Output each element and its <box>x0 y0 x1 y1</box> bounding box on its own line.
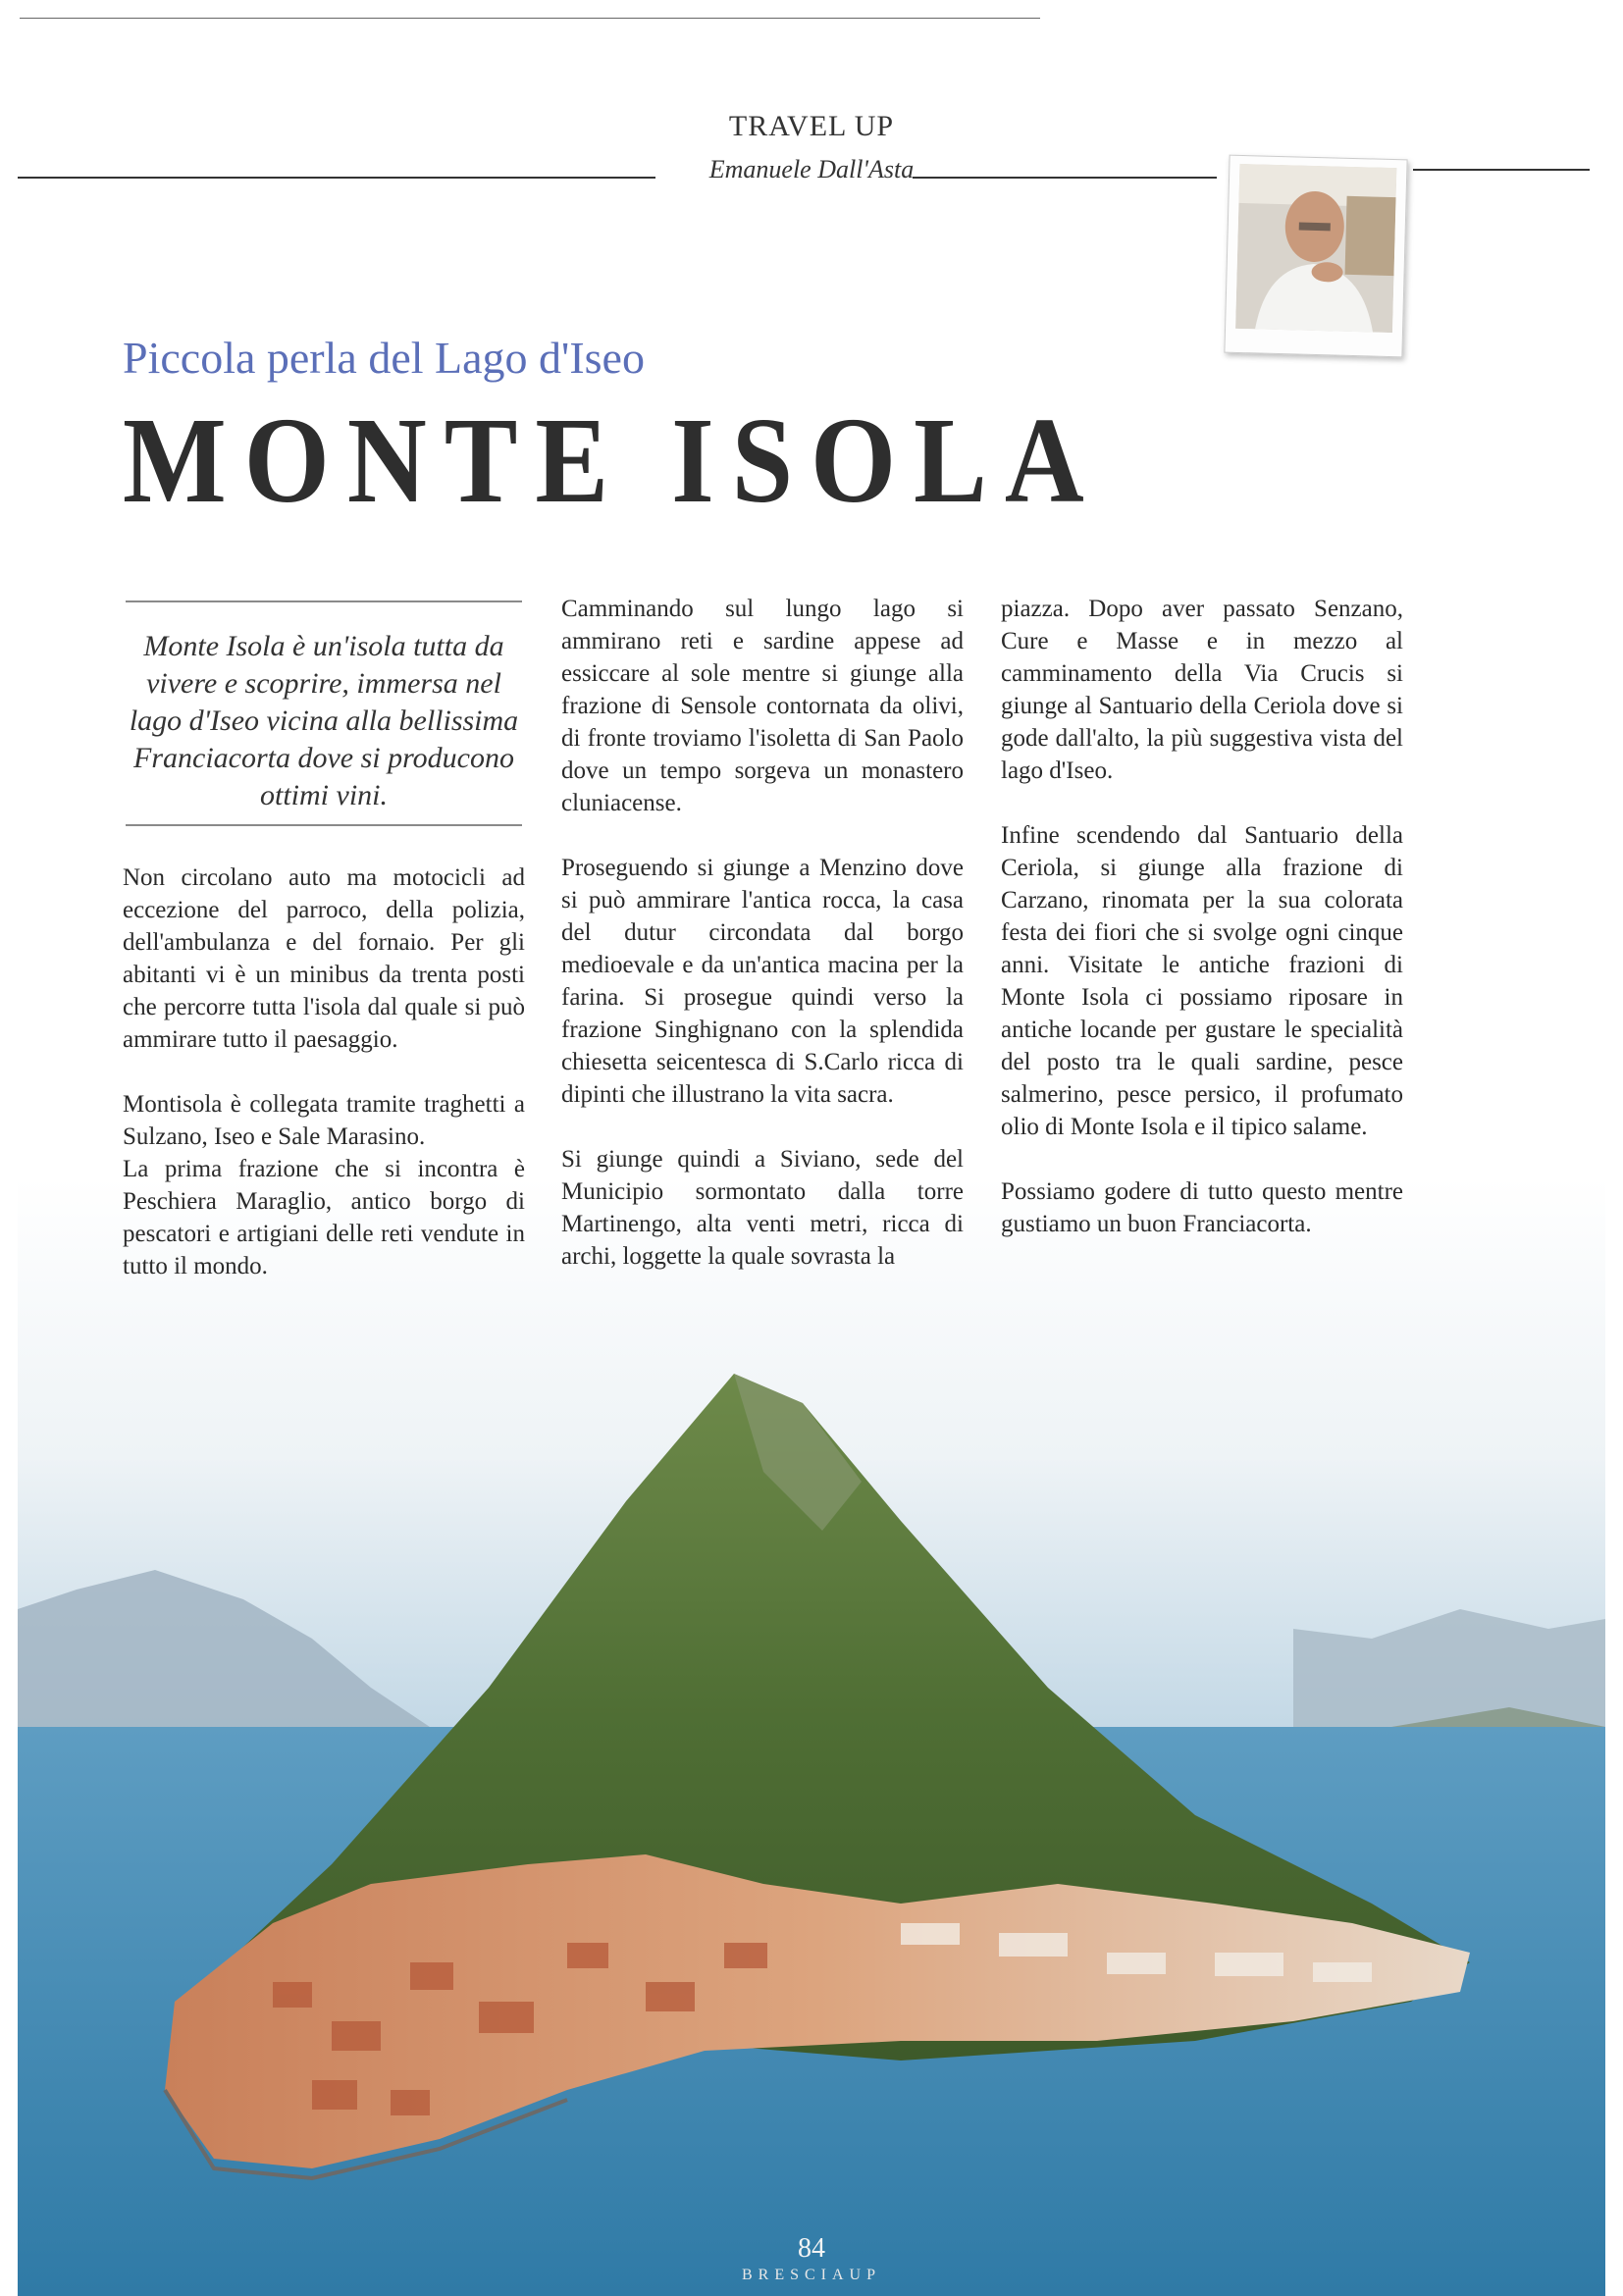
page-number: 84 <box>798 2233 825 2264</box>
col1-paragraph: Non circolano auto ma motocicli ad eccezione del parroco, della polizia, dell'ambulanza e del fornaio. Per gli abitanti vi è un minibus da trenta posti che percorre tutta l'isola dal quale si può ammirare tutto il paesaggio. <box>123 864 525 1053</box>
column-3 <box>1001 593 1403 1273</box>
article-title: MONTE ISOLA <box>123 392 1102 530</box>
column-2 <box>561 593 964 1305</box>
col2-paragraph: Proseguendo si giunge a Menzino dove si può ammirare l'antica rocca, la casa del dutur circondata dal borgo medioevale e da un'antica macina per la farina. Si prosegue quindi verso la frazione Singhignano con la splendida chiesetta seicentesca di S.Carlo ricca di dipinti che illustrano la vita sacra. <box>561 855 964 1108</box>
col3-paragraph: Infine scendendo dal Santuario della Ceriola, si giunge alla frazione di Carzano, rinomata per la sua colorata festa dei fiori che si svolge ogni cinque anni. Visitate le antiche frazioni di Monte Isola ci possiamo riposare in antiche locande per gustare le specialità del posto tra le quali sardine, pesce salmerino, pesce persico, il profumato olio di Monte Isola e il tipico salame. <box>1001 822 1403 1140</box>
monte-isola-aerial-photo <box>18 1177 1605 2296</box>
article-subtitle: Piccola perla del Lago d'Iseo <box>123 333 645 383</box>
col2-paragraph: Camminando sul lungo lago si ammirano reti e sardine appese ad essiccare al sole mentre si giunge alla frazione di Sensole contornata da olivi, di fronte troviamo l'isoletta di San Paolo dove un tempo sorgeva un monastero cluniacense. <box>561 596 964 816</box>
author-name: Emanuele Dall'Asta <box>708 155 915 183</box>
col1-paragraph: La prima frazione che si incontra è Peschiera Maraglio, antico borgo di pescatori e artigiani delle reti vendute in tutto il mondo. <box>123 1156 525 1279</box>
author-photo <box>1224 155 1407 358</box>
author-portrait-image <box>1235 164 1396 333</box>
pull-quote: Monte Isola è un'isola tutta da vivere e scoprire, immersa nel lago d'Iseo vicina alla bellissima Franciacorta dove si producono ottimi vini. <box>129 630 519 811</box>
column-1 <box>123 861 525 1315</box>
col3-paragraph: piazza. Dopo aver passato Senzano, Cure e Masse e in mezzo al camminamento della Via Crucis si giunge al Santuario della Ceriola dove si gode dall'alto, la più suggestiva vista del lago d'Iseo. <box>1001 596 1403 784</box>
section-title: TRAVEL UP <box>728 110 895 142</box>
col2-paragraph: Si giunge quindi a Siviano, sede del Municipio sormontato dalla torre Martinengo, alta venti metri, ricca di archi, loggette la quale sovrasta la <box>561 1146 964 1270</box>
magazine-brand: BRESCIAUP <box>741 2267 882 2283</box>
top-rule <box>20 18 1040 19</box>
col3-paragraph: Possiamo godere di tutto questo mentre gustiamo un buon Franciacorta. <box>1001 1178 1403 1237</box>
col1-paragraph: Montisola è collegata tramite traghetti a Sulzano, Iseo e Sale Marasino. <box>123 1091 525 1150</box>
